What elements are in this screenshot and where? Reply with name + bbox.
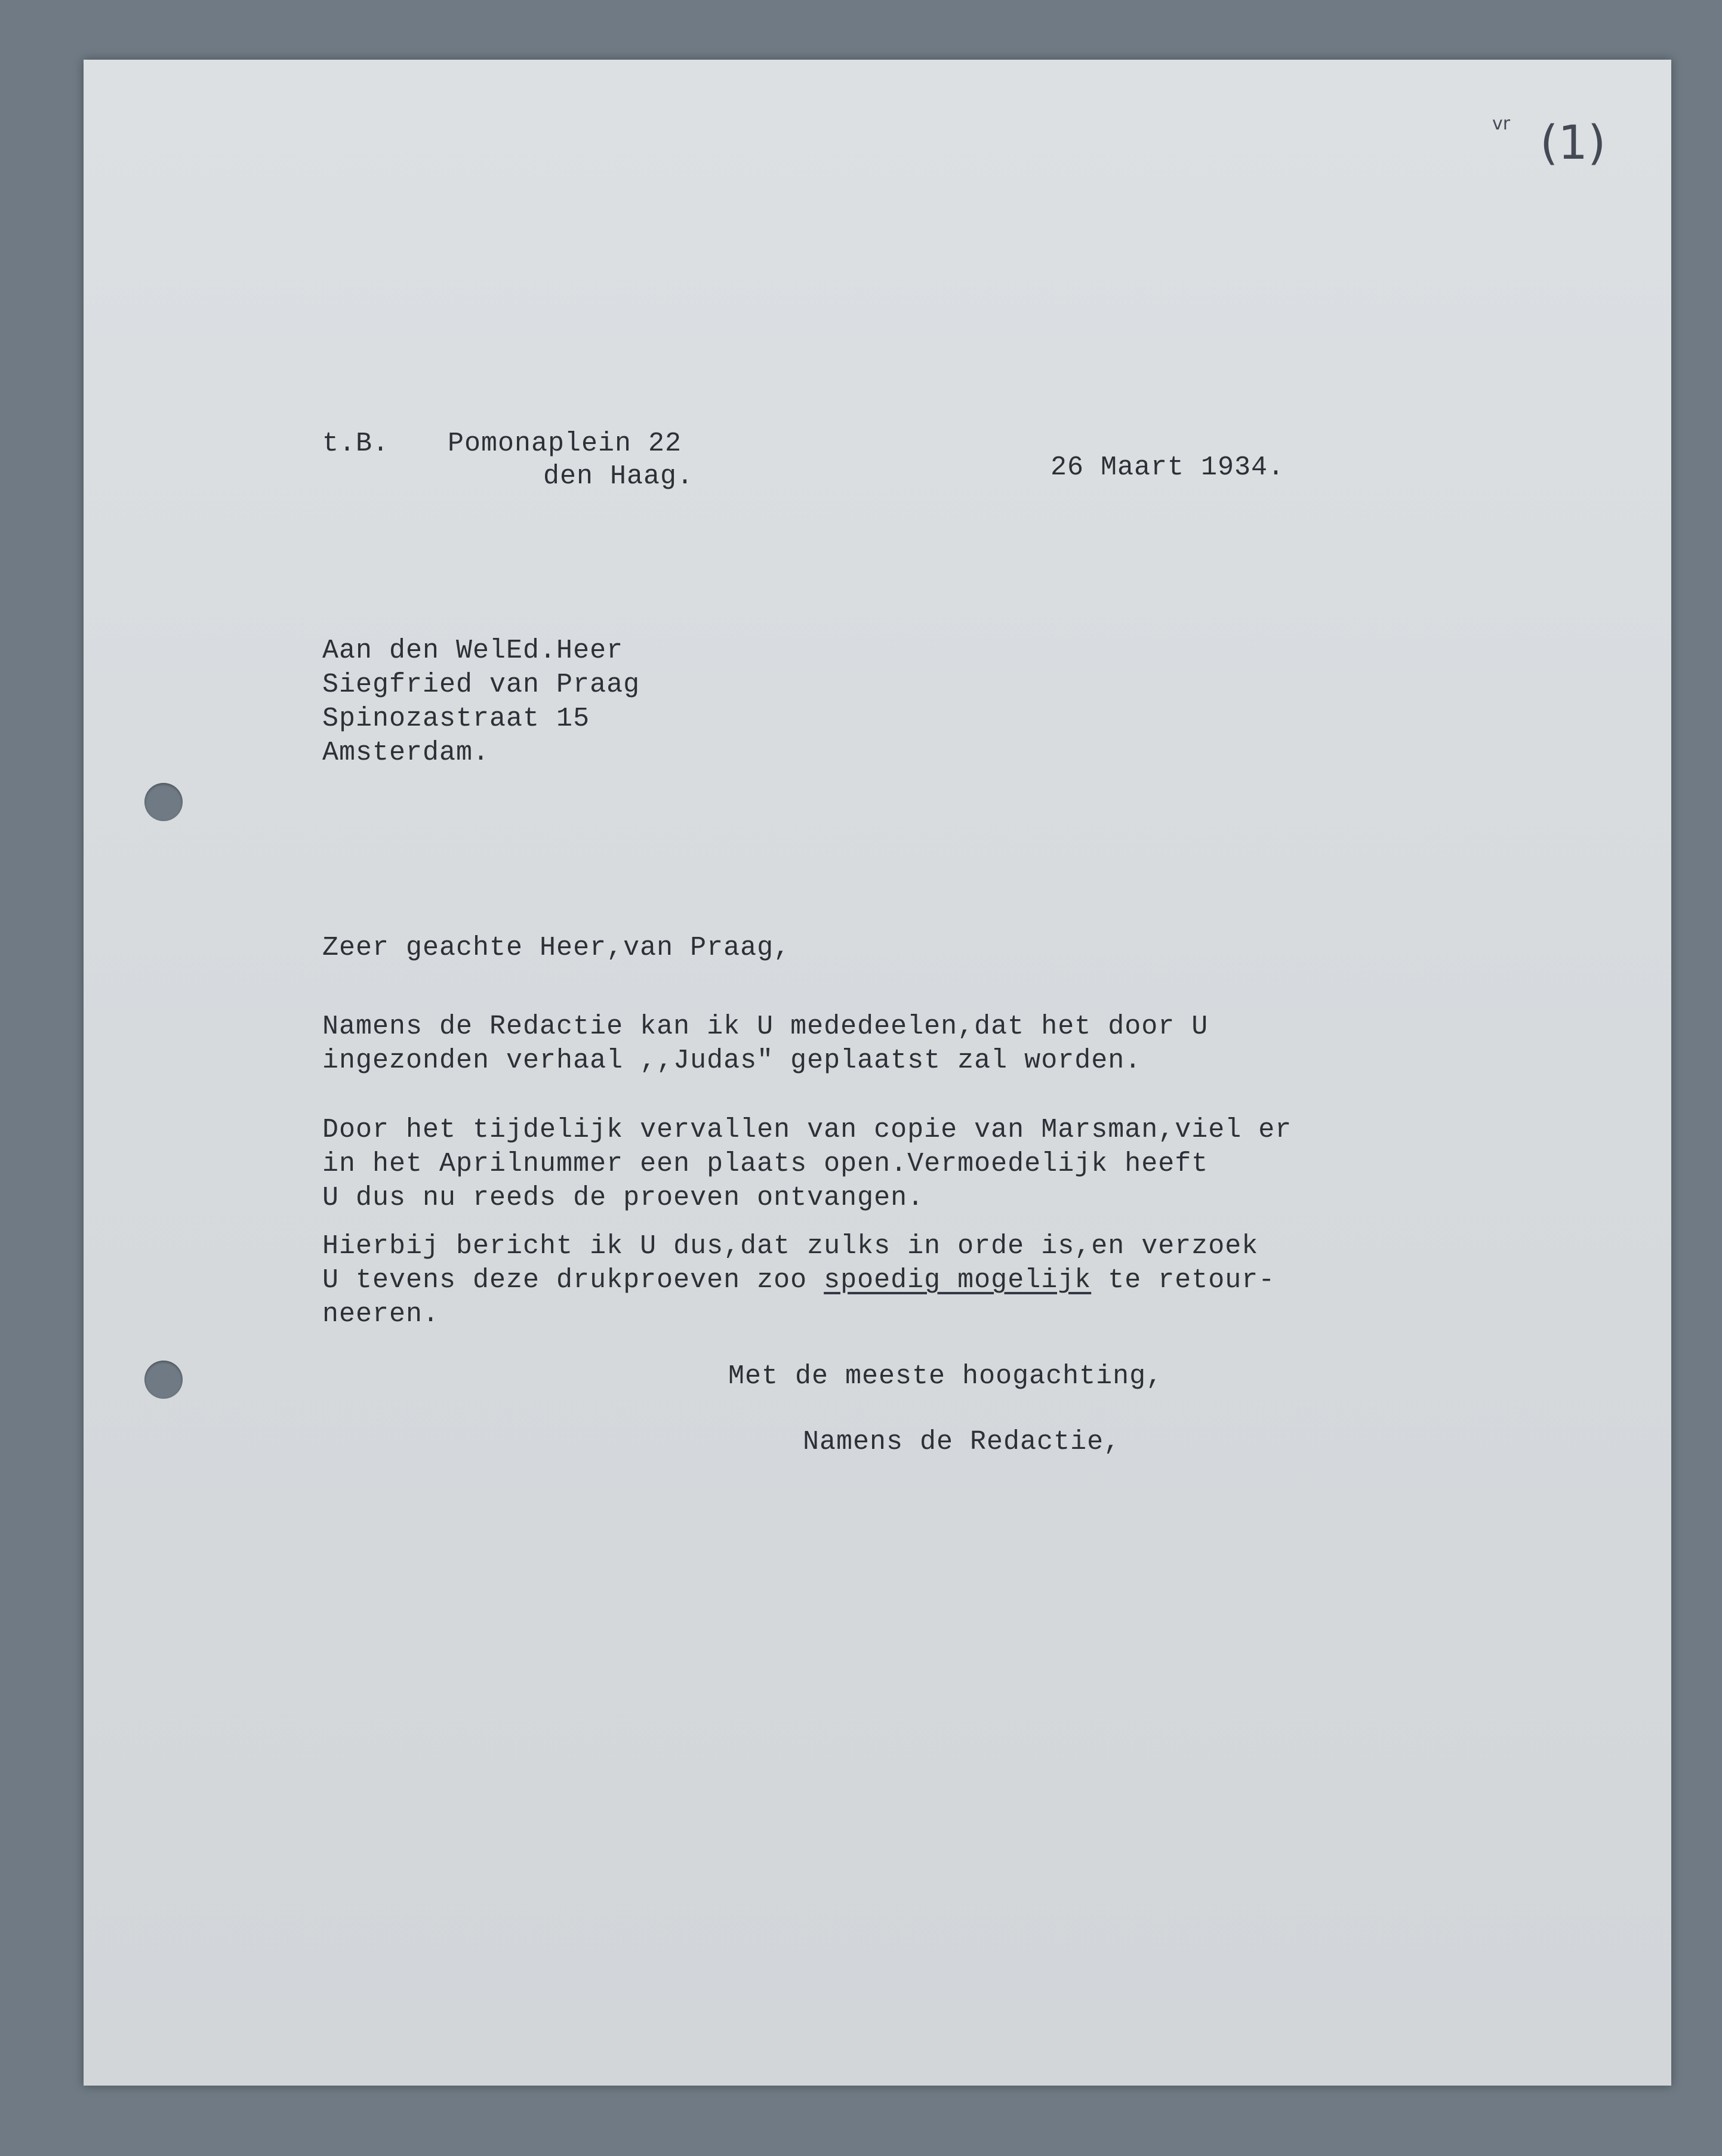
underlined-phrase: spoedig mogelijk [824, 1265, 1092, 1296]
body-line: ingezonden verhaal ,,Judas" geplaatst zal worden. [322, 1045, 1142, 1076]
salutation: Zeer geachte Heer,van Praag, [322, 933, 791, 963]
body-text: U tevens deze drukproeven zoo [322, 1265, 824, 1296]
letter-sheet [84, 60, 1671, 2086]
recipient-line: Aan den WelEd.Heer [322, 636, 624, 666]
recipient-line: Siegfried van Praag [322, 670, 640, 700]
body-line: in het Aprilnummer een plaats open.Vermoedelijk heeft [322, 1149, 1209, 1179]
body-text: te retour- [1091, 1265, 1276, 1296]
body-line: Door het tijdelijk vervallen van copie van Marsman,viel er [322, 1115, 1292, 1145]
sender-street: Pomonaplein 22 [448, 428, 682, 459]
recipient-line: Amsterdam. [322, 738, 490, 768]
body-line: neeren. [322, 1299, 440, 1330]
punch-hole [144, 783, 183, 821]
body-line [322, 1263, 1275, 1297]
signature-line: Namens de Redactie, [803, 1427, 1121, 1457]
archive-initials: vr [1492, 113, 1511, 134]
archive-number: (1) [1540, 116, 1606, 170]
body-line: Namens de Redactie kan ik U mededeelen,dat het door U [322, 1011, 1209, 1042]
sender-city: den Haag. [543, 461, 694, 492]
recipient-line: Spinozastraat 15 [322, 704, 590, 734]
letter-date: 26 Maart 1934. [1051, 452, 1285, 483]
closing: Met de meeste hoogachting, [728, 1361, 1163, 1392]
sender-prefix: t.B. [322, 428, 390, 459]
punch-hole [144, 1361, 183, 1399]
body-line: Hierbij bericht ik U dus,dat zulks in orde is,en verzoek [322, 1231, 1259, 1261]
body-line: U dus nu reeds de proeven ontvangen. [322, 1183, 925, 1213]
